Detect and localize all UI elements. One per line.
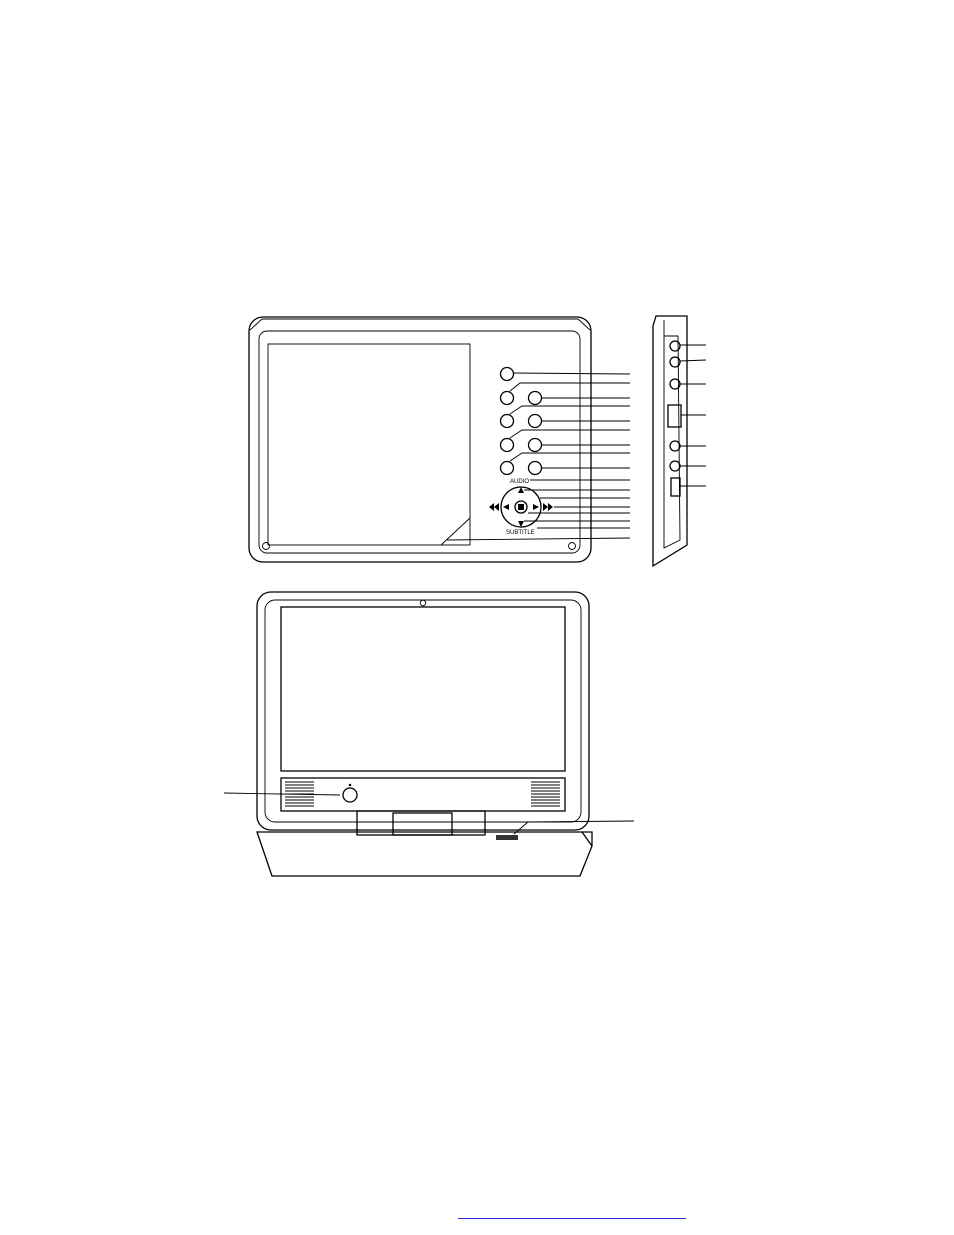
navigation-pad	[489, 479, 553, 536]
control-button-9[interactable]	[529, 462, 542, 475]
control-button-2[interactable]	[501, 392, 514, 405]
lcd-screen	[281, 607, 565, 771]
top-view-bevel	[250, 319, 590, 330]
rewind-icon[interactable]	[489, 503, 499, 511]
control-button-3[interactable]	[529, 392, 542, 405]
callout-line	[680, 360, 706, 361]
power-button-icon[interactable]	[343, 788, 357, 802]
control-buttons	[501, 368, 542, 475]
side-slide-switch[interactable]	[671, 478, 680, 496]
screw-left	[263, 543, 270, 550]
control-button-7[interactable]	[529, 439, 542, 452]
fast-forward-icon[interactable]	[543, 503, 553, 511]
base-edge	[582, 832, 592, 846]
side-view-inner-edge	[664, 320, 680, 548]
footer-link[interactable]	[458, 1206, 686, 1219]
triangle-right-icon[interactable]	[533, 504, 539, 510]
enter-button-mark	[518, 504, 524, 510]
triangle-up-icon[interactable]	[518, 487, 524, 493]
control-button-1[interactable]	[501, 368, 514, 381]
callout-line	[510, 383, 630, 391]
top-view	[249, 317, 630, 562]
side-view-body	[653, 316, 687, 566]
front-view	[224, 592, 634, 876]
top-view-inner-frame	[259, 331, 580, 553]
callout-line	[510, 406, 630, 414]
base-unit	[257, 832, 592, 876]
speaker-grille-right	[531, 782, 560, 806]
top-view-callouts	[447, 373, 630, 540]
side-port-4[interactable]	[670, 441, 680, 451]
lid-corner-notch	[441, 518, 470, 545]
power-indicator	[349, 784, 352, 787]
subtitle-label: SUBTITLE	[506, 530, 535, 536]
screen-bezel	[265, 600, 581, 822]
control-button-5[interactable]	[529, 415, 542, 428]
side-view	[653, 316, 706, 566]
callout-line	[510, 430, 630, 438]
mode-switch[interactable]	[496, 835, 518, 840]
side-view-callouts	[680, 345, 706, 486]
callout-line-power	[224, 793, 340, 795]
control-button-8[interactable]	[501, 462, 514, 475]
triangle-down-icon[interactable]	[518, 521, 524, 527]
triangle-left-icon[interactable]	[503, 504, 509, 510]
ir-sensor-icon	[420, 600, 426, 606]
audio-label: AUDIO	[510, 479, 530, 485]
control-button-6[interactable]	[501, 439, 514, 452]
top-view-body	[249, 317, 591, 562]
callout-line	[447, 538, 630, 540]
side-port-5[interactable]	[670, 461, 680, 471]
callout-line	[510, 453, 630, 461]
callout-line	[513, 373, 630, 374]
control-button-4[interactable]	[501, 415, 514, 428]
disc-lid	[268, 344, 470, 545]
screw-right	[569, 543, 576, 550]
